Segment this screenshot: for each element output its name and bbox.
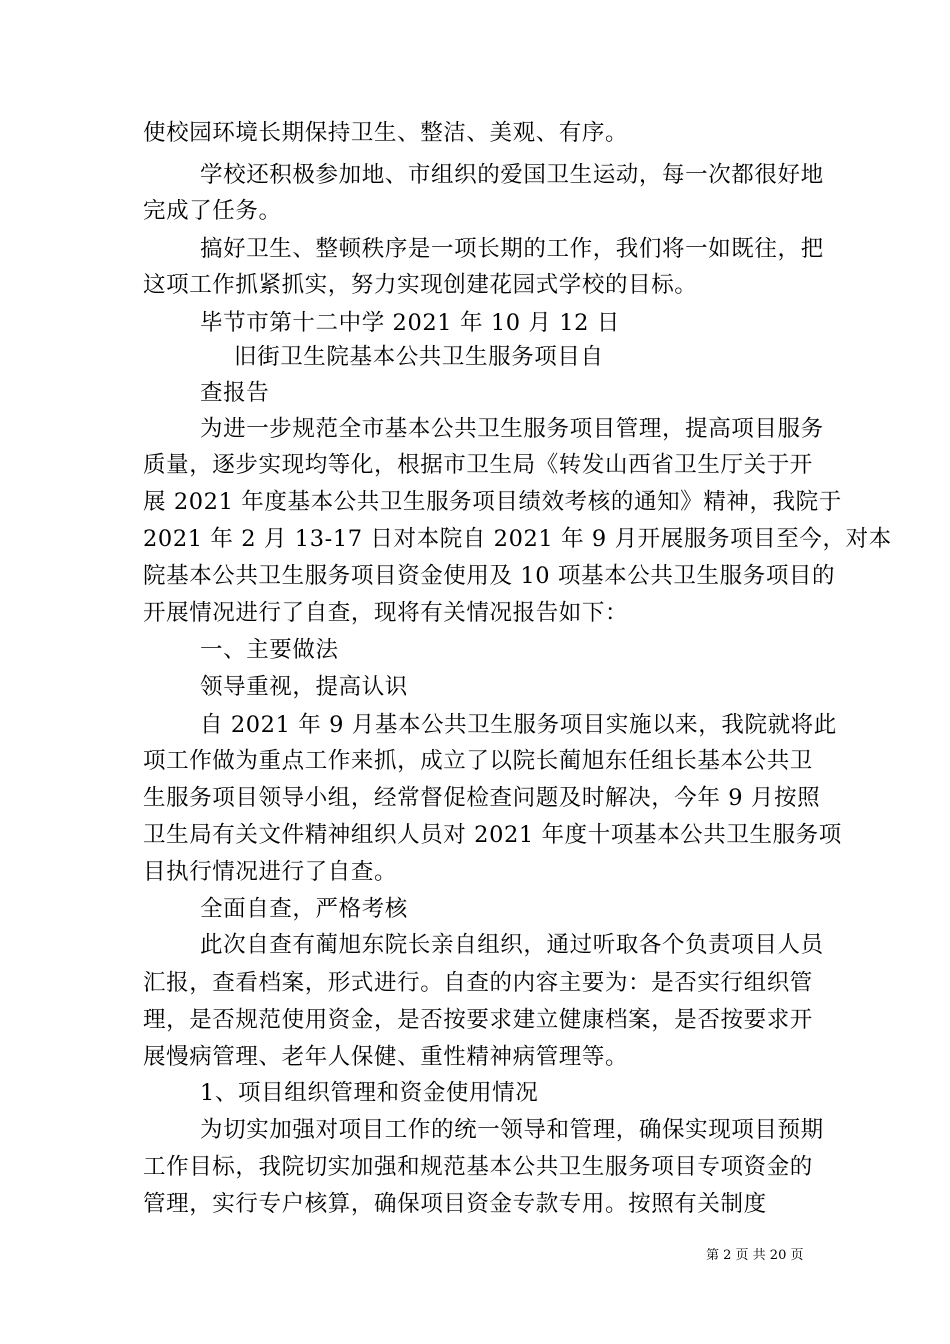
body-line: 管理，实行专户核算，确保项目资金专款专用。按照有关制度: [143, 1191, 767, 1217]
heading-line: 1、项目组织管理和资金使用情况: [200, 1080, 539, 1106]
heading-line: 一、主要做法: [200, 637, 339, 663]
body-line: 为切实加强对项目工作的统一领导和管理，确保实现项目预期: [200, 1117, 824, 1143]
heading-line: 全面自查，严格考核: [200, 896, 408, 922]
body-line: 项工作做为重点工作来抓，成立了以院长蔺旭东任组长基本公共卫: [143, 748, 813, 774]
page-number-footer: 第 2 页 共 20 页: [706, 1248, 804, 1263]
body-line: 工作目标，我院切实加强和规范基本公共卫生服务项目专项资金的: [143, 1154, 813, 1180]
body-line: 使校园环境长期保持卫生、整洁、美观、有序。: [143, 120, 629, 146]
body-line: 2021 年 2 月 13-17 日对本院自 2021 年 9 月开展服务项目至今，对本: [143, 526, 892, 552]
body-line: 汇报，查看档案，形式进行。自查的内容主要为：是否实行组织管: [143, 970, 813, 996]
body-line: 院基本公共卫生服务项目资金使用及 10 项基本公共卫生服务项目的: [143, 563, 836, 589]
body-line: 理，是否规范使用资金，是否按要求建立健康档案，是否按要求开: [143, 1007, 813, 1033]
body-line: 自 2021 年 9 月基本公共卫生服务项目实施以来，我院就将此: [200, 712, 837, 738]
body-line: 展慢病管理、老年人保健、重性精神病管理等。: [143, 1044, 629, 1070]
body-line: 卫生局有关文件精神组织人员对 2021 年度十项基本公共卫生服务项: [143, 822, 842, 848]
body-line: 开展情况进行了自查，现将有关情况报告如下：: [143, 600, 629, 626]
body-line: 目执行情况进行了自查。: [143, 859, 398, 885]
body-line: 学校还积极参加地、市组织的爱国卫生运动，每一次都很好地: [200, 162, 824, 188]
body-line: 这项工作抓紧抓实，努力实现创建花园式学校的目标。: [143, 272, 698, 298]
section-title-continued: 查报告: [200, 380, 270, 406]
body-line: 为进一步规范全市基本公共卫生服务项目管理，提高项目服务: [200, 416, 824, 442]
body-line: 此次自查有蔺旭东院长亲自组织，通过听取各个负责项目人员: [200, 932, 824, 958]
signature-date-line: 毕节市第十二中学 2021 年 10 月 12 日: [200, 310, 620, 336]
body-line: 生服务项目领导小组，经常督促检查问题及时解决，今年 9 月按照: [143, 785, 821, 811]
body-line: 完成了任务。: [143, 198, 282, 224]
section-title: 旧街卫生院基本公共卫生服务项目自: [234, 344, 604, 370]
heading-line: 领导重视，提高认识: [200, 674, 408, 700]
body-line: 搞好卫生、整顿秩序是一项长期的工作，我们将一如既往，把: [200, 236, 824, 262]
body-line: 质量，逐步实现均等化，根据市卫生局《转发山西省卫生厅关于开: [143, 452, 813, 478]
body-line: 展 2021 年度基本公共卫生服务项目绩效考核的通知》精神，我院于: [143, 489, 842, 515]
